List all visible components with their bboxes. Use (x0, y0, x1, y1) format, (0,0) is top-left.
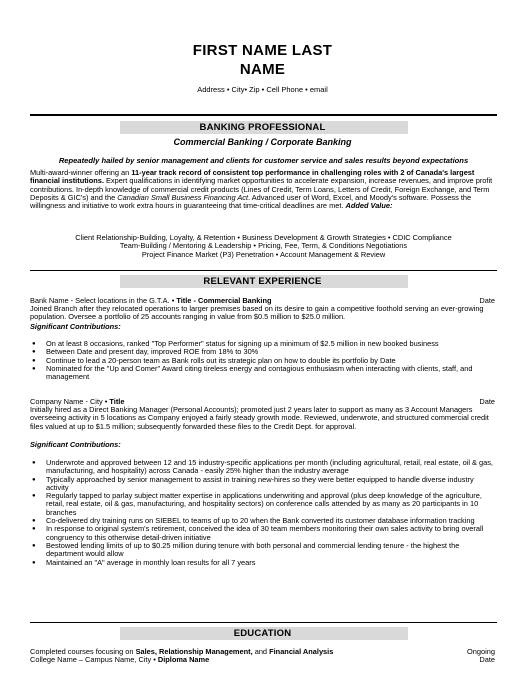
summary-tagline: Repeatedly hailed by senior management and clients for customer service and sales results beyond expectations (58, 156, 469, 165)
job1-description: Joined Branch after they relocated operations to larger premises based on its desire to gain a competitive foothold serving an ever-growing population. Oversee a portfolio of 25 accounts ranging in value from $0.5 million to $25.0 million. (30, 304, 484, 322)
education-courses-mid: and (252, 647, 270, 656)
education-courses-bold2: Financial Analysis (269, 647, 334, 656)
education-courses-bold1: Sales, Relationship Management, (135, 647, 253, 656)
added-value-line: Client Relationship-Building, Loyalty, & Retention • Business Development & Growth Strategies • CDIC Compliance (75, 233, 452, 242)
education-courses-lead: Completed courses focusing on (30, 647, 136, 656)
list-item: ● Nominated for the "Up and Comer" Award citing tireless energy and contagious enthusiasm when interacting with clients, staff, and management (30, 365, 497, 382)
summary-tail: . Advanced user of Word, Excel, and Moody's software. Possess the willingness and initiative to work extra hours in guaranteeing that time-critical deadlines are met. (30, 192, 472, 211)
added-value-list (30, 234, 497, 259)
summary-lead-bold: 11-year track record of consistent top performance in challenging roles with 2 of Canada's largest financial institutions. (30, 168, 475, 186)
added-value-label: Added Value: (345, 201, 393, 211)
job2-employer: Company Name - City • (30, 397, 110, 406)
list-item: ● Typically approached by senior management to assist in training new-hires so they were better equipped to handle diverse industry activity (30, 476, 497, 493)
section-rule (30, 622, 497, 623)
list-item: ● Between Date and present day, improved ROE from 18% to 30% (30, 348, 497, 356)
experience-title: RELEVANT EXPERIENCE (203, 276, 322, 287)
job2-description: Initially hired as a Direct Banking Manager (Personal Accounts); promoted just 2 years later to support as many as 3 Account Managers overseeing activity in 5 locations as Company enjoyed a fairly steady growth mode. Reviewed, underwrote, and structured commercial credit files valued at up to $1.5 million; subsequently forwarded these files to the Credit Dept. for approval. (30, 405, 489, 431)
education-diploma (30, 656, 497, 664)
job2-contributions-label: Significant Contributions: (30, 440, 121, 449)
list-item: ● Maintained an "A" average in monthly loan results for all 7 years (30, 559, 497, 567)
summary-lead: Multi-award-winner offering an (30, 168, 132, 177)
education-courses-date: Ongoing (467, 647, 495, 656)
job1-date: Date (479, 296, 495, 305)
added-value-line: Team-Building / Mentoring & Leadership • Pricing, Fee, Term, & Conditions Negotiations (119, 241, 408, 251)
list-item: ● Underwrote and approved between 12 and 15 industry-specific applications per month (including agricultural, retail, real estate, oil & gas, manufacturing, and hospitality) across Canada - easily 25% higher than the industry average (30, 459, 497, 476)
job1-contributions-list (30, 340, 497, 381)
education-diploma-date: Date (479, 655, 495, 664)
list-item: ● Continue to lead a 20-person team as Bank rolls out its strategic plan on how to double its portfolio by Date (30, 357, 497, 365)
summary-title: BANKING PROFESSIONAL (199, 122, 326, 133)
summary-act: Canadian Small Business Financing Act (117, 192, 249, 202)
education-diploma-name: Diploma Name (157, 655, 210, 664)
list-item: ● On at least 8 occasions, ranked "Top Performer" status for signing up a minimum of $2.5 million in new booked business (30, 340, 497, 348)
list-item: ● Bestowed lending limits of up to $0.25 million during tenure with both personal and commercial lending tenure - the highest the department would allow (30, 542, 497, 559)
candidate-name-line2: NAME (239, 61, 286, 78)
section-rule (30, 114, 497, 116)
section-rule (30, 270, 497, 271)
summary-body: Expert qualifications in identifying market opportunities to accelerate expansion, increase revenues, and improve profit contributions. In-depth knowledge of commercial credit products (Lines of Credit, Term Loans, Letters of Credit, Foreign Exchange, and Term Deposits & GIC's) and the (30, 176, 493, 202)
job1-role: Title - Commercial Banking (176, 296, 272, 305)
candidate-name-line1: FIRST NAME LAST (192, 42, 333, 59)
job2-contributions-list (30, 459, 497, 567)
list-item: ● Co-delivered dry training runs on SIEBEL to teams of up to 20 when the Bank converted its customer database information tracking (30, 517, 497, 525)
added-value-line: Project Finance Market (P3) Penetration • Account Management & Review (141, 249, 386, 259)
education-title: EDUCATION (233, 628, 292, 639)
education-college: College Name – Campus Name, City • (30, 655, 158, 664)
summary-paragraph (30, 169, 497, 210)
list-item: ● In response to original system's retirement, conceived the idea of 30 team members monitoring their own sales activity to bring overall congruency to this otherwise detail-driven initiative (30, 525, 497, 542)
contact-line: Address • City• Zip • Cell Phone • email (197, 85, 328, 94)
list-item: ● Regularly tapped to parlay subject matter expertise in applications underwriting and approval (plus deep knowledge of the agriculture, retail, real estate, oil & gas, manufacturing, and hospitality sectors) on conference calls attended by as many as 20 participants in 10 branches (30, 492, 497, 517)
job2-date: Date (479, 397, 495, 406)
job2-role: Title (109, 397, 125, 406)
job1-contributions-label: Significant Contributions: (30, 322, 121, 331)
job1-employer: Bank Name - Select locations in the G.T.A. • (30, 296, 177, 305)
summary-subtitle: Commercial Banking / Corporate Banking (173, 137, 352, 147)
